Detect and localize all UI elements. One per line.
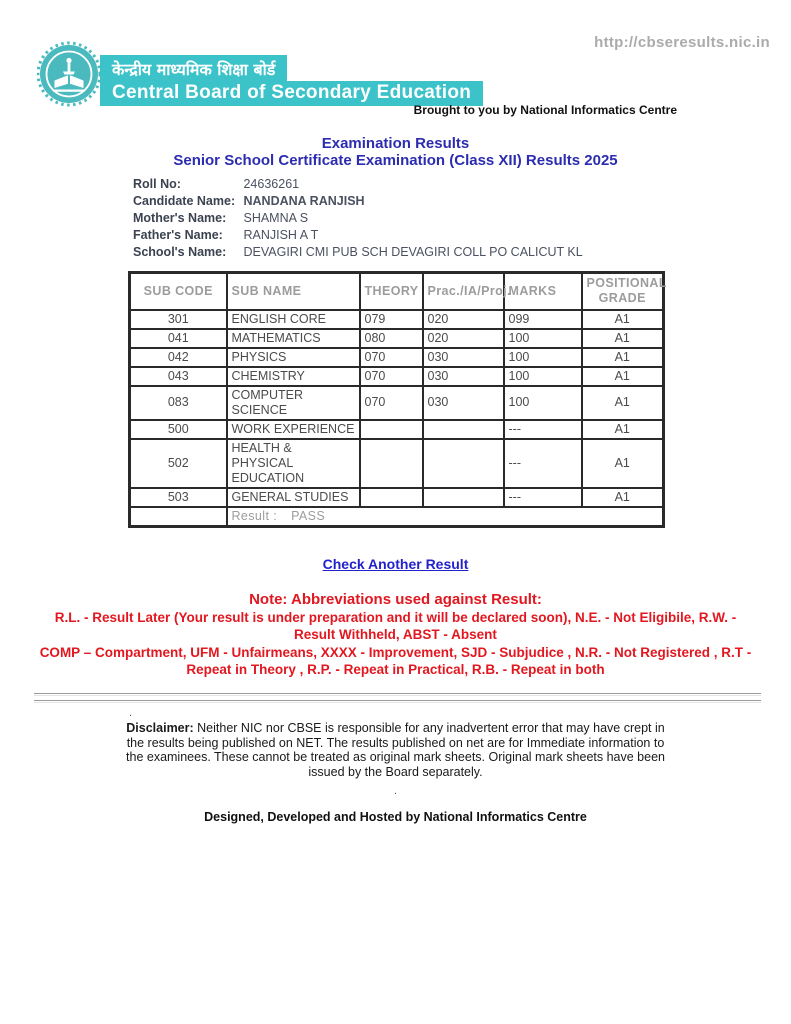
cell-marks: --- (504, 488, 582, 507)
results-table (128, 271, 665, 528)
table-row (130, 367, 664, 386)
disclaimer-label: Disclaimer: (126, 721, 194, 735)
cell-sub-name: WORK EXPERIENCE (227, 420, 360, 439)
cell-theory: 079 (360, 310, 423, 329)
cell-prac: 020 (423, 329, 504, 348)
board-name-hindi: केन्द्रीय माध्यमिक शिक्षा बोर्ड (100, 55, 287, 83)
result-label: Result : (231, 508, 278, 523)
cell-sub-code: 500 (130, 420, 227, 439)
cell-sub-name: MATHEMATICS (227, 329, 360, 348)
cell-marks: 100 (504, 367, 582, 386)
note-abbreviations-1: R.L. - Result Later (Your result is under preparation and it will be declared soon), N.E. - Not Eligibile, R.W. - Result Withheld, ABST - Absent (54, 610, 737, 642)
cell-sub-name: COMPUTER SCIENCE (227, 386, 360, 420)
cell-prac (423, 488, 504, 507)
cell-theory: 080 (360, 329, 423, 348)
cell-grade: A1 (582, 367, 664, 386)
table-row (130, 386, 664, 420)
cell-grade: A1 (582, 439, 664, 488)
cell-theory (360, 488, 423, 507)
father-name-value: RANJISH A T (243, 228, 319, 242)
result-row (130, 507, 664, 527)
cell-marks: --- (504, 420, 582, 439)
cell-sub-code: 042 (130, 348, 227, 367)
cell-sub-code: 301 (130, 310, 227, 329)
candidate-name-value: NANDANA RANJISH (243, 194, 365, 208)
mother-name-row (133, 210, 791, 227)
board-name-english: Central Board of Secondary Education (100, 81, 483, 106)
cell-prac: 030 (423, 386, 504, 420)
cell-theory (360, 439, 423, 488)
cell-theory: 070 (360, 367, 423, 386)
results-table-body (130, 310, 664, 507)
cell-marks: 100 (504, 348, 582, 367)
cell-prac (423, 420, 504, 439)
disclaimer-text (123, 721, 668, 779)
cell-grade: A1 (582, 310, 664, 329)
cell-prac: 030 (423, 367, 504, 386)
candidate-name-label: Candidate Name: (133, 194, 236, 208)
table-row (130, 439, 664, 488)
cell-sub-code: 043 (130, 367, 227, 386)
header-positional-grade: POSITIONAL GRADE (582, 273, 664, 310)
stray-dot-bottom: . (393, 785, 398, 797)
candidate-info (133, 176, 791, 261)
cell-sub-name: PHYSICS (227, 348, 360, 367)
cell-grade: A1 (582, 488, 664, 507)
horizontal-rule (34, 693, 761, 696)
roll-no-row (133, 176, 791, 193)
stray-dot-top: . (129, 707, 133, 719)
note-abbreviations-2: COMP – Compartment, UFM - Unfairmeans, XXXX - Improvement, SJD - Subjudice , N.R. - Not Registered , R.T - Repeat in Theory , R.P. - Repeat in Practical, R.B. - Repeat in both (39, 645, 752, 677)
result-row-empty-cell (130, 507, 227, 527)
school-name-row (133, 244, 791, 261)
nic-tagline: Brought to you by National Informatics Centre (413, 103, 677, 117)
cell-grade: A1 (582, 386, 664, 420)
table-row (130, 348, 664, 367)
father-name-row (133, 227, 791, 244)
school-name-label: School's Name: (133, 245, 227, 259)
cbse-emblem-icon (37, 39, 101, 109)
footer-credit: Designed, Developed and Hosted by National Informatics Centre (204, 810, 587, 824)
separator-rules (0, 693, 791, 703)
table-row (130, 488, 664, 507)
cell-theory: 070 (360, 386, 423, 420)
cell-marks: 100 (504, 386, 582, 420)
page-url: http://cbseresults.nic.in (594, 34, 770, 51)
cell-theory: 070 (360, 348, 423, 367)
results-table-header (130, 273, 667, 310)
header-sub-code: SUB CODE (130, 273, 227, 310)
page-header (0, 0, 791, 125)
school-name-value: DEVAGIRI CMI PUB SCH DEVAGIRI COLL PO CALICUT KL (243, 245, 583, 259)
cell-sub-code: 083 (130, 386, 227, 420)
roll-no-value: 24636261 (243, 177, 300, 191)
check-another-result-link[interactable]: Check Another Result (322, 556, 469, 572)
mother-name-label: Mother's Name: (133, 211, 227, 225)
cell-prac (423, 439, 504, 488)
title-exam-class-year: Senior School Certificate Examination (Class XII) Results 2025 (173, 152, 618, 169)
cell-sub-name: HEALTH & PHYSICAL EDUCATION (227, 439, 360, 488)
cell-sub-code: 041 (130, 329, 227, 348)
table-row (130, 310, 664, 329)
cell-sub-name: GENERAL STUDIES (227, 488, 360, 507)
header-marks: MARKS (504, 273, 582, 310)
cell-marks: 099 (504, 310, 582, 329)
cell-grade: A1 (582, 420, 664, 439)
note-heading: Note: Abbreviations used against Result: (249, 591, 542, 608)
cell-prac: 030 (423, 348, 504, 367)
cell-sub-name: CHEMISTRY (227, 367, 360, 386)
cell-prac: 020 (423, 310, 504, 329)
cell-sub-name: ENGLISH CORE (227, 310, 360, 329)
result-value: PASS (291, 508, 326, 523)
results-table-result-row (130, 507, 664, 527)
cell-sub-code: 503 (130, 488, 227, 507)
cell-grade: A1 (582, 329, 664, 348)
horizontal-rule (34, 700, 761, 703)
roll-no-label: Roll No: (133, 177, 181, 191)
page-titles (0, 135, 791, 169)
cell-sub-code: 502 (130, 439, 227, 488)
table-row (130, 329, 664, 348)
header-sub-name: SUB NAME (227, 273, 360, 310)
cell-marks: 100 (504, 329, 582, 348)
header-prac-ia-proj: Prac./IA/Proj. (423, 273, 504, 310)
result-status-cell (227, 507, 664, 527)
disclaimer-body: Neither NIC nor CBSE is responsible for any inadvertent error that may have crept in the results being published on NET. The results published on net are for Immediate information to the examinees. These cannot be treated as original mark sheets. Original mark sheets have been issued by the Board separately. (126, 721, 665, 779)
cell-grade: A1 (582, 348, 664, 367)
candidate-name-row (133, 193, 791, 210)
father-name-label: Father's Name: (133, 228, 223, 242)
header-theory: THEORY (360, 273, 423, 310)
table-row (130, 420, 664, 439)
title-examination-results: Examination Results (321, 135, 470, 152)
cell-theory (360, 420, 423, 439)
cell-marks: --- (504, 439, 582, 488)
mother-name-value: SHAMNA S (243, 211, 309, 225)
